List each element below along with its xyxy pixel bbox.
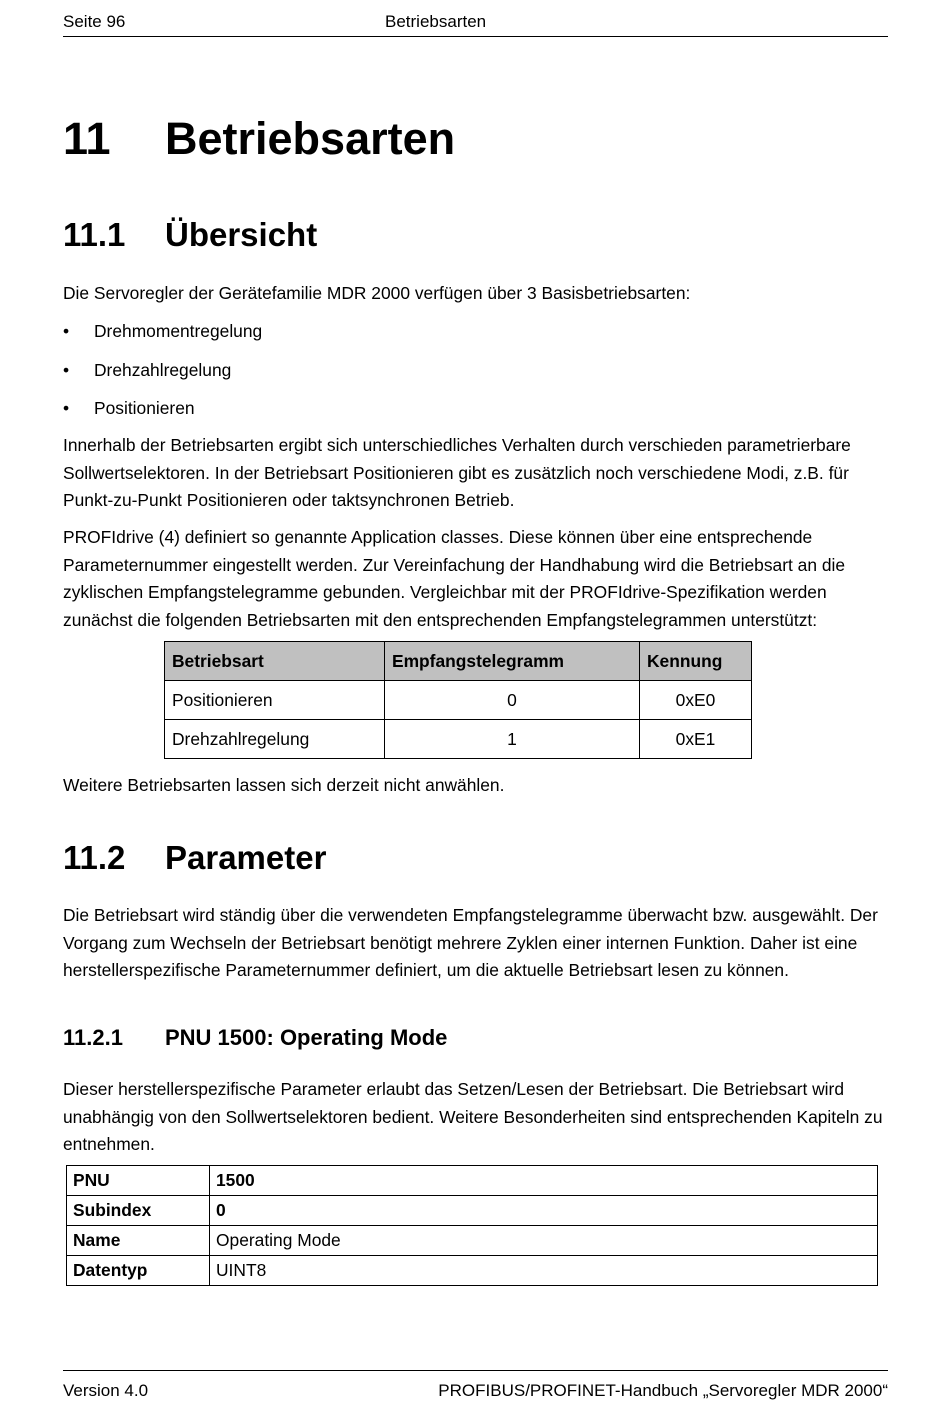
bullet-icon: • bbox=[63, 398, 70, 418]
table-row bbox=[67, 1226, 878, 1256]
table-cell: Positionieren bbox=[165, 681, 385, 720]
bullet-icon: • bbox=[63, 321, 70, 341]
parameter-key: Subindex bbox=[67, 1196, 210, 1226]
bullet-icon: • bbox=[63, 359, 70, 380]
list-item bbox=[63, 357, 262, 396]
section-heading-parameter bbox=[63, 839, 326, 877]
parameter-key: Datentyp bbox=[67, 1256, 210, 1286]
section-number: 11.1 bbox=[63, 216, 126, 253]
table-row bbox=[165, 681, 752, 720]
page-number: Seite 96 bbox=[63, 12, 126, 31]
intro-paragraph: Die Servoregler der Gerätefamilie MDR 2000 verfügen über 3 Basisbetriebsarten: bbox=[63, 283, 691, 303]
parameter-value: UINT8 bbox=[210, 1256, 878, 1286]
page-header bbox=[63, 10, 888, 37]
column-header: Kennung bbox=[640, 642, 752, 681]
section-title: Übersicht bbox=[165, 216, 318, 253]
subsection-number: 11.2.1 bbox=[63, 1025, 123, 1050]
parameter-value: Operating Mode bbox=[210, 1226, 878, 1256]
column-header: Empfangstelegramm bbox=[385, 642, 640, 681]
table-row bbox=[67, 1256, 878, 1286]
list-item bbox=[63, 395, 262, 434]
section-title: Parameter bbox=[165, 839, 327, 876]
table-row bbox=[67, 1196, 878, 1226]
paragraph-sollwertselektoren: Innerhalb der Betriebsarten ergibt sich unterschiedliches Verhalten durch verschieden parametrierbare Sollwertselektoren. In der Betriebsart Positionieren gibt es zusätzlich noch verschiedene Modi, z.B. für Punkt-zu-Punkt Positionieren oder taktsynchronen Betrieb. bbox=[63, 435, 851, 510]
table-row bbox=[67, 1166, 878, 1196]
version-label: Version 4.0 bbox=[63, 1381, 149, 1400]
chapter-number: 11 bbox=[63, 113, 111, 164]
chapter-heading bbox=[63, 113, 455, 165]
parameter-key: PNU bbox=[67, 1166, 210, 1196]
table-header-row bbox=[165, 642, 752, 681]
page-footer bbox=[63, 1370, 888, 1400]
subsection-title: PNU 1500: Operating Mode bbox=[165, 1025, 448, 1050]
table-cell: 0 bbox=[385, 681, 640, 720]
table-row bbox=[165, 720, 752, 759]
subsection-heading bbox=[63, 1025, 447, 1051]
parameter-table bbox=[66, 1165, 878, 1286]
table-cell: Drehzahlregelung bbox=[165, 720, 385, 759]
list-item-label: Positionieren bbox=[94, 398, 195, 418]
section-heading-uebersicht bbox=[63, 216, 317, 254]
section-number: 11.2 bbox=[63, 839, 126, 876]
document-title: PROFIBUS/PROFINET-Handbuch „Servoregler MDR 2000“ bbox=[438, 1381, 888, 1400]
paragraph-weitere: Weitere Betriebsarten lassen sich derzeit nicht anwählen. bbox=[63, 775, 505, 795]
table-cell: 1 bbox=[385, 720, 640, 759]
parameter-key: Name bbox=[67, 1226, 210, 1256]
chapter-title: Betriebsarten bbox=[165, 113, 456, 164]
table-cell: 0xE1 bbox=[640, 720, 752, 759]
parameter-value: 0 bbox=[210, 1196, 878, 1226]
paragraph-parameter: Die Betriebsart wird ständig über die verwendeten Empfangstelegramme überwacht bzw. ausgewählt. Der Vorgang zum Wechseln der Betriebsart benötigt mehrere Zyklen einer internen Funktion. Daher ist eine herstellerspezifische Parameternummer definiert, um die aktuelle Betriebsart lesen zu können. bbox=[63, 905, 878, 980]
operating-modes-table bbox=[164, 641, 752, 759]
paragraph-operating-mode: Dieser herstellerspezifische Parameter erlaubt das Setzen/Lesen der Betriebsart. Die Betriebsart wird unabhängig von den Sollwertselektoren bedient. Weitere Besonderheiten sind entsprechenden Kapiteln zu entnehmen. bbox=[63, 1079, 883, 1154]
table-cell: 0xE0 bbox=[640, 681, 752, 720]
paragraph-profidrive: PROFIdrive (4) definiert so genannte Application classes. Diese können über eine entsprechende Parameternummer eingestellt werden. Zur Vereinfachung der Handhabung wird die Betriebsart an die zyklischen Empfangstelegramme gebunden. Vergleichbar mit der PROFIdrive-Spezifikation werden zunächst die folgenden Betriebsarten mit den entsprechenden Empfangstelegrammen unterstützt: bbox=[63, 527, 846, 630]
running-title: Betriebsarten bbox=[385, 12, 487, 31]
parameter-value: 1500 bbox=[210, 1166, 878, 1196]
list-item-label: Drehmomentregelung bbox=[94, 321, 263, 341]
column-header: Betriebsart bbox=[165, 642, 385, 681]
list-item bbox=[63, 318, 262, 357]
mode-list bbox=[63, 318, 262, 434]
list-item-label: Drehzahlregelung bbox=[94, 359, 232, 380]
